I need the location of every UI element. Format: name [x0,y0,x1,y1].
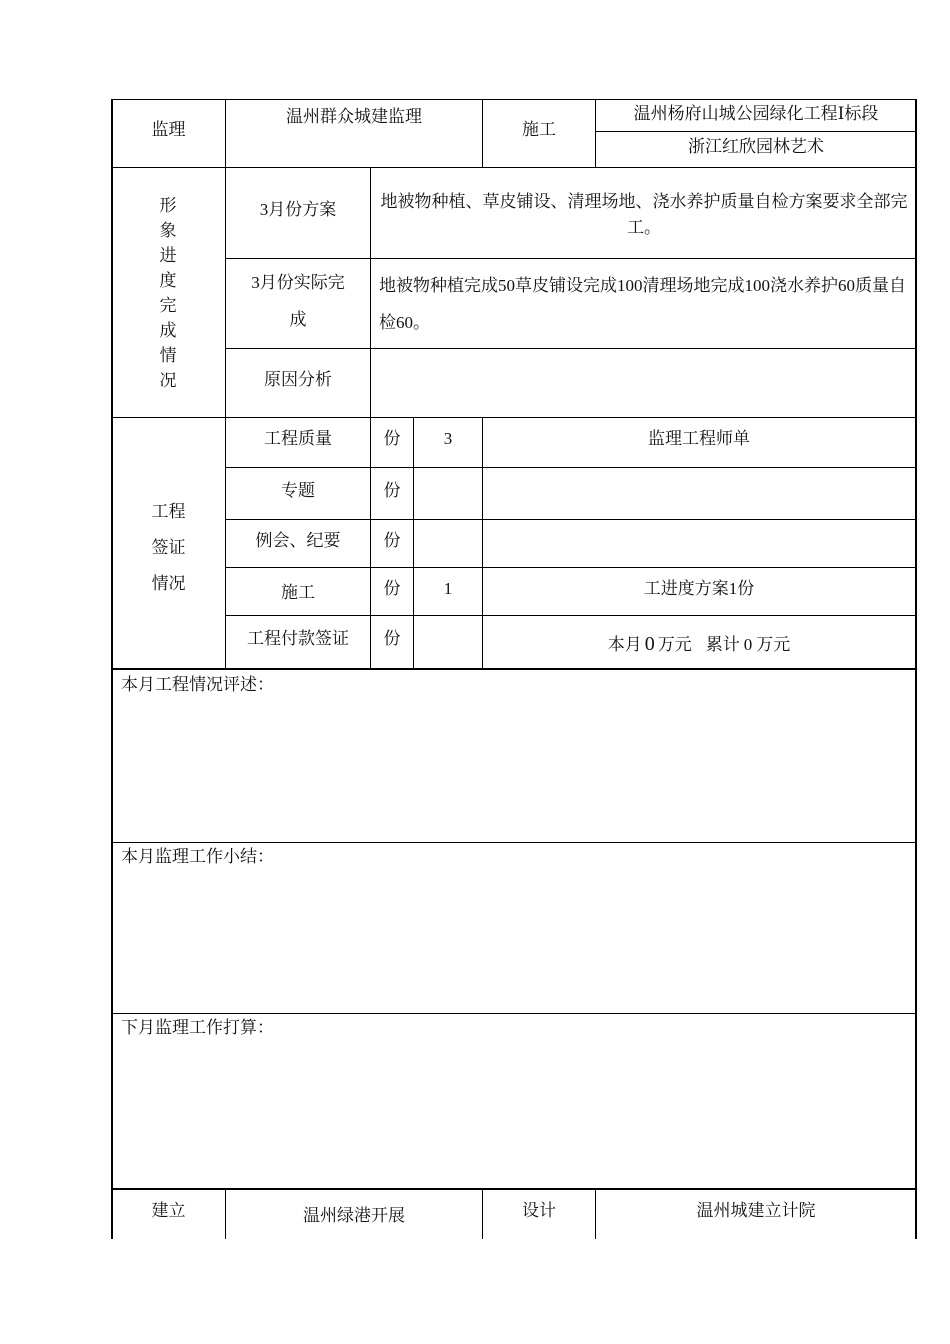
divider [225,567,916,568]
label-char: 成 [159,321,177,340]
payment-total-amount: 0 [743,635,753,654]
signoff-row-label: 工程质量 [264,429,332,448]
signoff-row-label: 工程付款签证 [247,629,349,648]
table-border-top [112,99,916,100]
payment-total-suffix: 万元 [756,635,791,654]
divider [225,519,916,520]
label-char: 情 [159,346,177,365]
signoff-row-note: 监理工程师单 [648,429,750,448]
payment-month-prefix: 本月 [607,635,642,654]
reason-label: 原因分析 [264,370,332,389]
table-border-left [111,99,113,1239]
divider [112,842,916,843]
label-line: 情况 [151,574,186,593]
label-char: 度 [159,271,177,290]
project-name: 温州杨府山城公园绿化工程Ⅰ标段 [633,104,879,123]
actual-label-line1: 3月份实际完 [251,273,345,292]
supervision-company: 温州群众城建监理 [286,107,422,126]
actual-text: 地被物种植完成50草皮铺设完成100清理场地完成100浇水养护60质量自检60。 [379,276,906,332]
label-line: 工程 [151,502,186,521]
payment-month-suffix: 万元 [657,635,692,654]
signoff-row-unit: 份 [383,629,401,648]
divider [482,417,483,668]
design-label: 设计 [522,1201,556,1220]
divider [112,417,916,418]
construction-label: 施工 [522,120,556,139]
supervision-summary-label: 本月监理工作小结： [121,847,274,866]
supervision-label: 监理 [151,120,186,139]
signoff-row-unit: 份 [383,531,401,550]
label-char: 象 [159,221,177,240]
signoff-row-note: 工进度方案1份 [643,579,755,598]
next-month-plan-label: 下月监理工作打算： [121,1018,274,1037]
signoff-row-unit: 份 [383,579,401,598]
payment-month-amount: 0 [644,633,655,655]
divider [413,417,414,668]
label-char: 况 [159,371,177,390]
divider [112,167,916,168]
signoff-row-label: 例会、纪要 [255,531,341,550]
signoff-row-unit: 份 [383,429,401,448]
label-line: 签证 [151,538,186,557]
signoff-row-label: 专题 [281,481,315,500]
progress-section-label [158,193,178,393]
construction-company: 浙江红欣园林艺术 [688,137,824,156]
divider [225,615,916,616]
plan-label: 3月份方案 [259,200,337,219]
divider [595,131,916,132]
divider [112,1188,917,1190]
owner-value: 温州绿港开展 [303,1206,405,1225]
divider [112,668,917,670]
label-char: 完 [159,296,177,315]
plan-text: 地被物种植、草皮铺设、清理场地、浇水养护质量自检方案要求全部完工。 [380,192,908,237]
divider [225,348,916,349]
payment-total-prefix: 累计 [705,635,740,654]
signoff-row-unit: 份 [383,481,401,500]
actual-label-line2: 成 [289,310,307,329]
signoff-section-label [112,494,225,602]
design-value: 温州城建立计院 [696,1201,816,1220]
divider [112,1013,916,1014]
owner-label: 建立 [151,1201,186,1220]
label-char: 进 [159,246,177,265]
table-border-right [915,99,917,1239]
divider [225,258,916,259]
signoff-row-count: 3 [443,429,453,448]
label-char: 形 [159,196,177,215]
divider [225,467,916,468]
signoff-row-label: 施工 [281,583,315,602]
signoff-row-count: 1 [443,579,453,598]
payment-summary [483,634,915,654]
month-review-label: 本月工程情况评述： [121,675,274,694]
